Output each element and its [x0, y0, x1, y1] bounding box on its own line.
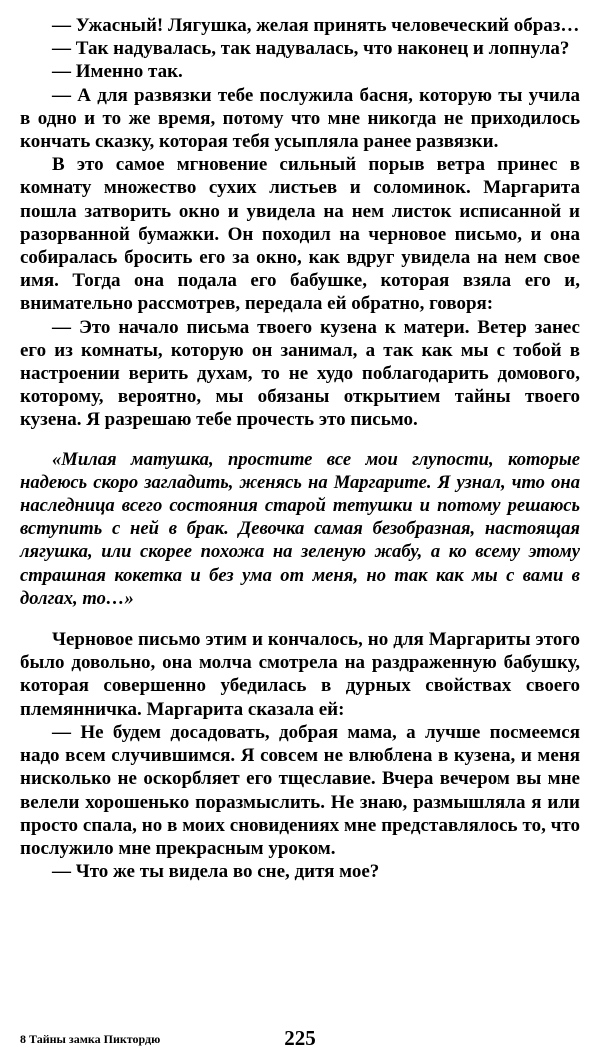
- page-number: 225: [284, 1026, 316, 1050]
- dialogue-paragraph: — Что же ты видела во сне, дитя мое?: [52, 861, 380, 883]
- printer-signature: 8 Тайны замка Пиктордю: [20, 1032, 161, 1046]
- page-footer: [20, 1026, 580, 1050]
- text-block-top: [20, 14, 580, 432]
- dialogue-paragraph: — А для развязки тебе послужила басня, которую ты учила в одно и то же время, потому что мне никогда не приходилось кончать сказку, которая тебя усыпляла ранее развязки.: [20, 84, 580, 153]
- dialogue-paragraph: — Именно так.: [52, 61, 183, 83]
- dialogue-paragraph: — Не будем досадовать, добрая мама, а лучше посмеемся надо всем случившимся. Я совсем не влюблена в кузена, и меня нисколько не оскорбляет его тщеславие. Вчера вечером вы мне велели хорошенько поразмыслить. Не знаю, размышляла я или просто спала, но в моих сновидениях мне представлялось то, что послужило мне прекрасным уроком.: [20, 721, 580, 859]
- text-block-bottom: [20, 628, 580, 883]
- letter-quote: «Милая матушка, простите все мои глупости, которые надеюсь скоро загладить, женясь на Маргарите. Я узнал, что она наследница всего состояния старой тетушки и потому решаюсь вступить с ней в брак. Девочка самая безобразная, настоящая лягушка, или скорее похожа на зеленую жабу, а ко всему этому страшная кокетка и без ума от меня, но так как мы с вами в долгах, то…»: [20, 448, 580, 609]
- paragraph: Черновое письмо этим и кончалось, но для Маргариты этого было довольно, она молча смотрела на раздраженную бабушку, которая совершенно убедилась в дурных свойствах своего племянничка. Маргарита сказала ей:: [20, 629, 580, 720]
- dialogue-paragraph: — Это начало письма твоего кузена к матери. Ветер занес его из комнаты, которую он занимал, а так как мы с тобой в настроении верить духам, то не худо поблагодарить домового, которому, вероятно, мы обязаны открытием тайны твоего кузена. Я разрешаю тебе прочесть это письмо.: [20, 316, 580, 431]
- dialogue-paragraph: — Так надувалась, так надувалась, что наконец и лопнула?: [52, 38, 570, 60]
- paragraph: В это самое мгновение сильный порыв ветра принес в комнату множество сухих листьев и соломинок. Маргарита пошла затворить окно и увидела на нем листок исписанной и разорванной бумажки. Он походил на черновое письмо, и она собиралась бросить его за окно, как вдруг увидела на нем свое имя. Тогда она подала его бабушке, которая взяла его и, внимательно рассмотрев, передала ей обратно, говоря:: [20, 154, 580, 315]
- dialogue-paragraph: — Ужасный! Лягушка, желая принять человеческий образ…: [52, 15, 580, 36]
